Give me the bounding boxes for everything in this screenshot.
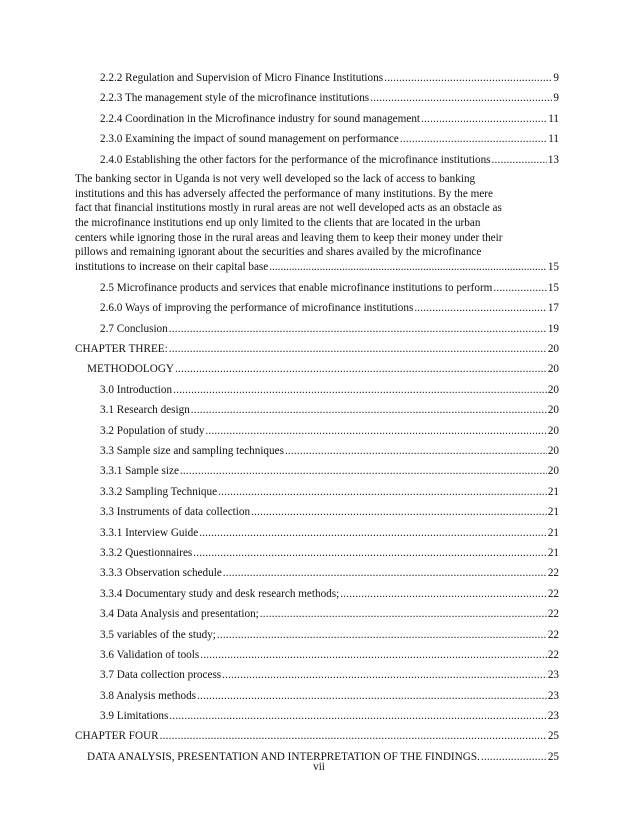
toc-entry[interactable]: [75, 505, 559, 519]
toc-page-number: 9: [553, 72, 559, 84]
dot-leader: [200, 648, 547, 662]
dot-leader: [400, 132, 547, 146]
dot-leader: [340, 587, 547, 601]
toc-entry[interactable]: [75, 546, 559, 560]
toc-entry-title: 3.0 Introduction: [100, 383, 173, 396]
dot-leader: [492, 153, 547, 167]
toc-entry[interactable]: [75, 281, 559, 295]
toc-entry[interactable]: [75, 444, 559, 458]
toc-entry[interactable]: [75, 668, 559, 682]
toc-page-number: 22: [547, 628, 559, 641]
toc-page-number: 21: [547, 485, 559, 498]
toc-entry-title: 3.4 Data Analysis and presentation;: [100, 608, 259, 621]
toc-entry-title: 3.9 Limitations: [100, 710, 169, 723]
toc-entry[interactable]: [75, 485, 559, 499]
dot-leader: [222, 668, 547, 682]
toc-page-number: 15: [547, 261, 559, 274]
toc-entry[interactable]: [75, 112, 559, 126]
toc-entry[interactable]: [75, 153, 559, 167]
toc-entry[interactable]: [75, 301, 559, 315]
toc-page-number: 20: [547, 404, 559, 417]
toc-page-number: 22: [547, 608, 559, 621]
toc-entry-title: 2.6.0 Ways of improving the performance of microfinance institutions: [100, 302, 414, 315]
toc-entry[interactable]: [75, 709, 559, 723]
toc-entry[interactable]: [75, 464, 559, 478]
toc-entry[interactable]: [75, 648, 559, 662]
toc-page-number: 20: [547, 445, 559, 457]
dot-leader: [384, 71, 552, 85]
toc-entry-title: 3.3.1 Sample size: [100, 465, 179, 478]
toc-page-number: 11: [548, 133, 559, 146]
toc-entry-title: 3.3.4 Documentary study and desk research methods;: [100, 587, 340, 600]
toc-paragraph-entry[interactable]: [75, 172, 559, 275]
dot-leader: [173, 383, 547, 397]
paragraph-line: institutions and this has adversely affected the performance of many institutions. By the mere: [75, 187, 493, 200]
toc-page-number: 23: [547, 669, 559, 682]
toc-entry[interactable]: [75, 132, 559, 146]
toc-entry[interactable]: [75, 362, 559, 376]
toc-page-number: 21: [547, 546, 559, 559]
dot-leader: [414, 301, 547, 315]
toc-entry[interactable]: [75, 628, 559, 642]
paragraph-last-line: [75, 260, 559, 275]
dot-leader: [260, 607, 547, 621]
toc-page-number: 21: [547, 506, 559, 519]
toc-entry-title: 2.2.4 Coordination in the Microfinance industry for sound management: [100, 112, 421, 125]
toc-entry-title: 2.4.0 Establishing the other factors for the performance of the microfinance institutions: [100, 153, 491, 166]
toc-entry[interactable]: [75, 729, 559, 743]
toc-page-number: 19: [547, 322, 559, 335]
dot-leader: [199, 526, 547, 540]
dot-leader: [223, 566, 547, 580]
toc-entry-title: 3.3.2 Sampling Technique: [100, 485, 218, 498]
toc-entry[interactable]: [75, 91, 559, 105]
toc-entry[interactable]: [75, 322, 559, 336]
dot-leader: [193, 546, 547, 560]
paragraph-line: fact that financial institutions mostly in rural areas are not well developed acts as an obstacle as: [75, 202, 502, 215]
toc-page-number: 15: [547, 281, 559, 294]
toc-page-number: 25: [547, 750, 559, 763]
toc-page-number: 20: [547, 424, 559, 437]
toc-entry-title: 2.3.0 Examining the impact of sound management on performance: [100, 133, 399, 146]
toc-entry[interactable]: [75, 587, 559, 601]
toc-section-chapter-two: [75, 71, 559, 167]
toc-entry-title: 3.7 Data collection process: [100, 669, 222, 682]
dot-leader: [370, 91, 552, 105]
dot-leader: [160, 729, 547, 743]
dot-leader: [217, 628, 547, 642]
toc-entry-title: 2.7 Conclusion: [100, 322, 168, 335]
toc-entry-title: 3.3.3 Observation schedule: [100, 567, 222, 580]
toc-page-number: 20: [547, 465, 559, 478]
toc-entry[interactable]: [75, 607, 559, 621]
paragraph-last-line-text: institutions to increase on their capital base: [75, 261, 269, 274]
toc-entry-title: 3.2 Population of study: [100, 424, 205, 437]
toc-entry-title: 3.3 Instruments of data collection: [100, 506, 251, 519]
dot-leader: [269, 260, 547, 275]
toc-entry-title: 3.5 variables of the study;: [100, 628, 216, 641]
dot-leader: [180, 464, 547, 478]
toc-entry-title: 2.2.2 Regulation and Supervision of Micro Finance Institutions: [100, 72, 384, 84]
toc-entry[interactable]: [75, 342, 559, 356]
dot-leader: [218, 485, 547, 499]
table-of-contents: [75, 71, 559, 770]
toc-entry-title: 3.6 Validation of tools: [100, 648, 200, 661]
paragraph-line: the microfinance institutions end up only limited to the clients that are located in the urban: [75, 217, 481, 230]
dot-leader: [191, 403, 547, 417]
dot-leader: [169, 342, 547, 356]
dot-leader: [169, 709, 546, 723]
toc-entry-title: CHAPTER THREE:: [75, 343, 168, 356]
toc-entry-title: CHAPTER FOUR: [75, 730, 159, 743]
paragraph-line: The banking sector in Uganda is not very well developed so the lack of access to banking: [75, 172, 476, 185]
toc-page-number: 20: [547, 383, 559, 396]
toc-page-number: 22: [547, 648, 559, 661]
toc-page-number: 25: [547, 730, 559, 743]
toc-entry-title: 3.3.2 Questionnaires: [100, 546, 193, 559]
toc-page-number: 20: [547, 363, 559, 376]
toc-page-number: 9: [553, 92, 559, 105]
page-number-footer: vii: [313, 761, 325, 773]
dot-leader: [197, 689, 547, 703]
toc-entry-title: 2.5 Microfinance products and services that enable microfinance institutions to perform: [100, 281, 493, 294]
dot-leader: [421, 112, 547, 126]
toc-page-number: 11: [548, 112, 559, 125]
toc-page-number: 13: [547, 153, 559, 166]
toc-entry-title: DATA ANALYSIS, PRESENTATION AND INTERPRETATION OF THE FINDINGS.: [87, 750, 480, 763]
toc-page-number: 22: [547, 587, 559, 600]
paragraph-line: pillows and remaining ignorant about the securities and shares availed by the microfinance: [75, 246, 482, 259]
toc-page-number: 23: [547, 710, 559, 723]
toc-entry[interactable]: [75, 526, 559, 540]
toc-page-number: 17: [547, 302, 559, 315]
toc-entry[interactable]: [75, 383, 559, 397]
dot-leader: [493, 281, 546, 295]
toc-page-number: 22: [547, 567, 559, 580]
toc-entry[interactable]: [75, 424, 559, 438]
toc-entry-title: METHODOLOGY: [87, 363, 175, 376]
dot-leader: [285, 444, 547, 458]
toc-page-number: 23: [547, 689, 559, 702]
toc-entry-title: 3.1 Research design: [100, 404, 190, 417]
dot-leader: [205, 424, 546, 438]
dot-leader: [251, 505, 547, 519]
toc-entry[interactable]: [75, 566, 559, 580]
paragraph-line: centers while ignoring those in the rural areas and leaving them to keep their money under their: [75, 231, 503, 244]
toc-entry-title: 3.3.1 Interview Guide: [100, 526, 199, 539]
dot-leader: [169, 322, 547, 336]
toc-page-number: 20: [547, 343, 559, 356]
toc-entry[interactable]: [75, 71, 559, 85]
toc-entry[interactable]: [75, 403, 559, 417]
toc-entry-title: 2.2.3 The management style of the microfinance institutions: [100, 92, 370, 105]
toc-entry-title: 3.8 Analysis methods: [100, 689, 197, 702]
toc-entry[interactable]: [75, 689, 559, 703]
toc-page-number: 21: [547, 526, 559, 539]
toc-section-chapters-three-four: [75, 281, 559, 764]
dot-leader: [175, 362, 547, 376]
toc-entry-title: 3.3 Sample size and sampling techniques: [100, 445, 284, 457]
